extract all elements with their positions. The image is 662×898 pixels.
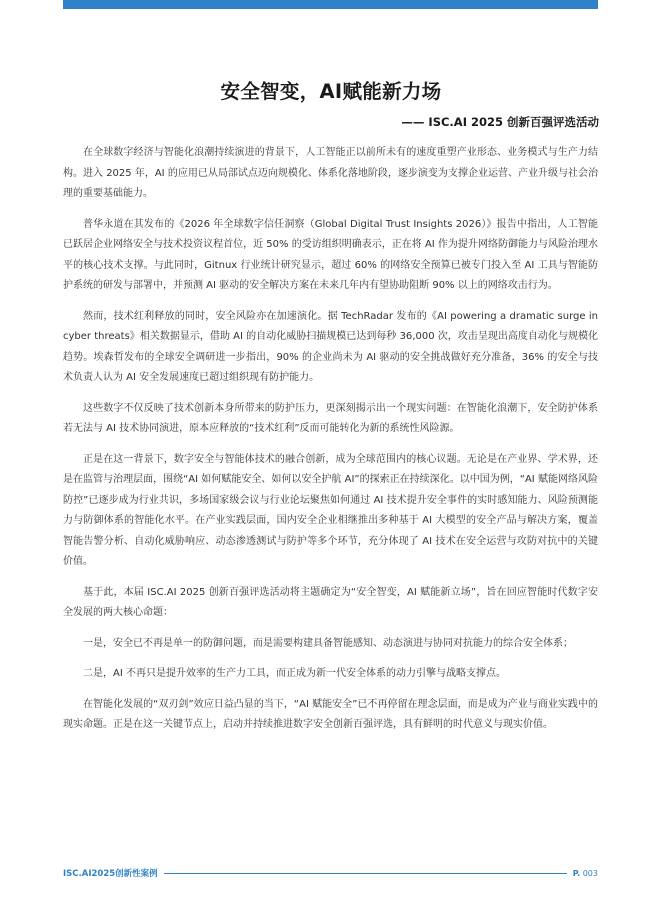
footer-brand-sub: 创新性案例 xyxy=(115,869,158,879)
footer-divider xyxy=(164,873,567,874)
page-number-prefix: P. xyxy=(572,868,581,878)
paragraph: 基于此，本届 ISC.AI 2025 创新百强评选活动将主题确定为“安全智变，AI 赋能新立场”，旨在回应智能时代数字安全发展的两大核心命题： xyxy=(63,586,598,618)
paragraph: 在智能化发展的“双刃剑”效应日益凸显的当下，“AI 赋能安全”已不再停留在理念层面，而是成为产业与商业实践中的现实命题。正是在这一关键节点上，启动并持续推进数字安全创新百强评选，具有鲜明的时代意义与现实价值。 xyxy=(63,698,598,730)
paragraph: 在全球数字经济与智能化浪潮持续演进的背景下，人工智能正以前所未有的速度重塑产业形态、业务模式与生产力结构。进入 2025 年，AI 的应用已从局部试点迈向规模化、体系化落地阶段，逐步演变为支撑企业运营、产业升级与社会治理的重要基础能力。 xyxy=(63,147,598,199)
paragraph: 普华永道在其发布的《2026 年全球数字信任洞察（Global Digital Trust Insights 2026）》报告中指出，人工智能已跃居企业网络安全与技术投资议程首位，近 50% 的受访组织明确表示，正在将 AI 作为提升网络防御能力与风险治理水平的核心技术支撑。与此同时，Gitnux 行业统计研究显示，超过 60% 的网络安全预算已被专门投入至 AI 工具与智能防护系统的研发与部署中，并预测 AI 驱动的安全解决方案在未来几年内有望协助阻断 90% 以上的网络攻击行为。 xyxy=(63,218,598,291)
page-number xyxy=(573,869,598,878)
footer-brand xyxy=(63,867,158,879)
article-body xyxy=(63,143,598,746)
paragraph: 这些数字不仅反映了技术创新本身所带来的防护压力，更深刻揭示出一个现实问题：在智能化浪潮下，安全防护体系若无法与 AI 技术协同演进，原本应释放的“技术红利”反而可能转化为新的系统性风险源。 xyxy=(63,402,598,434)
paragraph: 一是，安全已不再是单一的防御问题，而是需要构建具备智能感知、动态演进与协同对抗能力的综合安全体系； xyxy=(83,637,573,649)
page-footer xyxy=(63,866,598,880)
page-number-value: 003 xyxy=(582,868,598,878)
footer-brand-name: ISC.AI2025 xyxy=(63,869,116,879)
paragraph: 正是在这一背景下，数字安全与智能体技术的融合创新，成为全球范围内的核心议题。无论是在产业界、学术界，还是在监管与治理层面，围绕“AI 如何赋能安全、如何以安全护航 AI”的探索正在持续深化。以中国为例，“AI 赋能网络风险防控”已逐步成为行业共识，多场国家级会议与行业论坛聚焦如何通过 AI 技术提升安全事件的实时感知能力、风险预测能力与防御体系的智能化水平。在产业实践层面，国内安全企业相继推出多种基于 AI 大模型的安全产品与解决方案，覆盖智能告警分析、自动化威胁响应、动态渗透测试与防护等多个环节，充分体现了 AI 技术在安全运营与攻防对抗中的关键价值。 xyxy=(63,453,598,567)
page-subtitle: —— ISC.AI 2025 创新百强评选活动 xyxy=(401,115,599,129)
top-accent-bar xyxy=(63,0,598,9)
paragraph: 然而，技术红利释放的同时，安全风险亦在加速演化。据 TechRadar 发布的《AI powering a dramatic surge in cyber threats》相关数据显示，借助 AI 的自动化威胁扫描规模已达到每秒 36,000 次，攻击呈现出高度自动化与规模化趋势。埃森哲发布的全球安全调研进一步指出，90% 的企业尚未为 AI 驱动的安全挑战做好充分准备，36% 的安全与技术负责人认为 AI 安全发展速度已超过组织现有防护能力。 xyxy=(63,310,598,383)
paragraph: 二是，AI 不再只是提升效率的生产力工具，而正成为新一代安全体系的动力引擎与战略支撑点。 xyxy=(83,668,506,679)
page-title: 安全智变，AI赋能新力场 xyxy=(220,80,442,103)
